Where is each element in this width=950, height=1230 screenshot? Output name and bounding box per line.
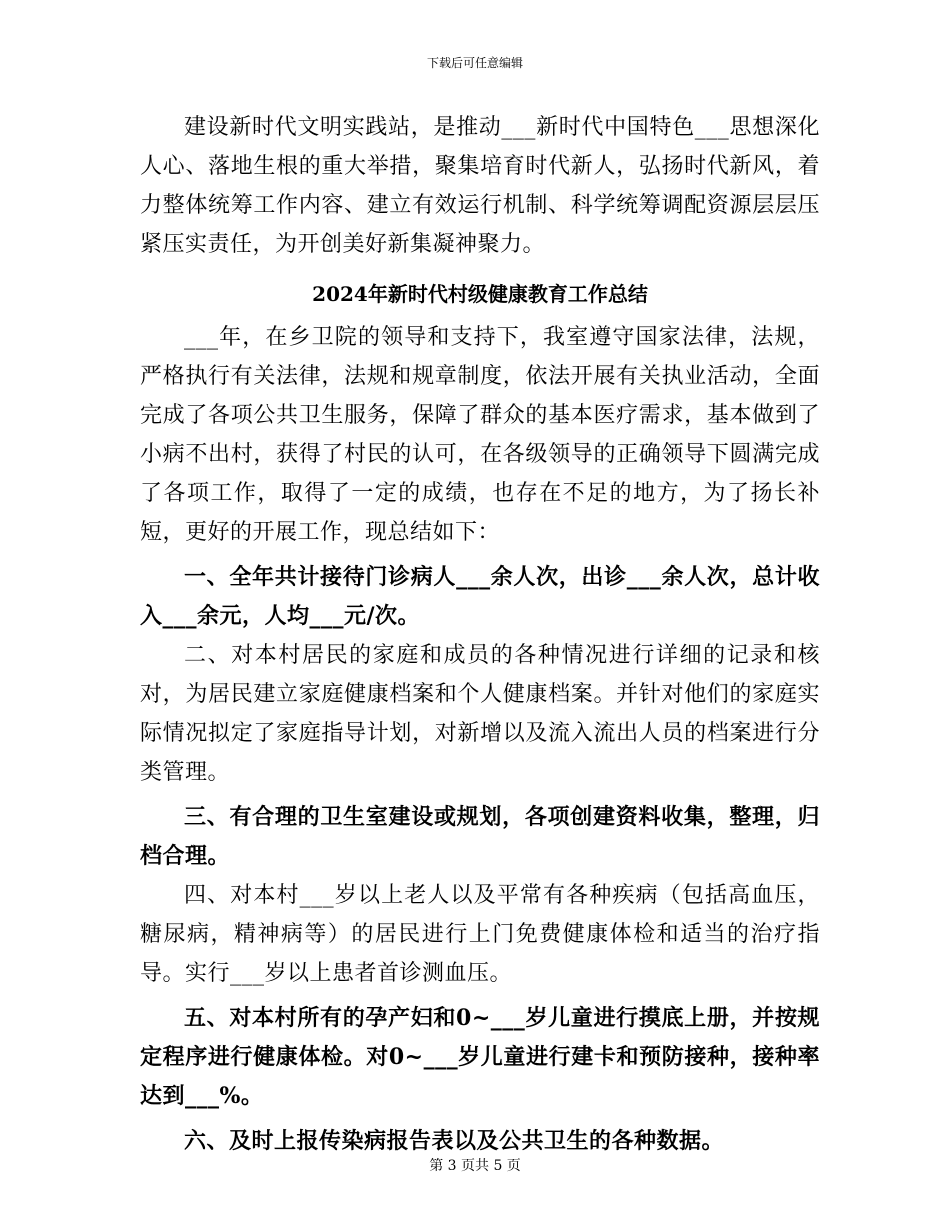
page-header: 下载后可任意编辑 (426, 56, 523, 70)
paragraph-item-1: 一、全年共计接待门诊病人___余人次，出诊___余人次，总计收入___余元，人均___元/次。 (140, 564, 820, 629)
page-footer: 第 3 页共 5 页 (429, 1158, 521, 1174)
paragraph-item-5: 五、对本村所有的孕产妇和0~___岁儿童进行摸底上册，并按规定程序进行健康体检。对0~___岁儿童进行建卡和预防接种，接种率达到___%。 (140, 1005, 820, 1109)
paragraph-item-3: 三、有合理的卫生室建设或规划，各项创建资料收集，整理，归档合理。 (140, 804, 820, 869)
paragraph-intro-summary: ___年，在乡卫院的领导和支持下，我室遵守国家法律，法规，严格执行有关法律，法规和规章制度，依法开展有关执业活动，全面完成了各项公共卫生服务，保障了群众的基本医疗需求，基本做到了小病不出村，获得了村民的认可，在各级领导的正确领导下圆满完成了各项工作，取得了一定的成绩，也存在不足的地方，为了扬长补短，更好的开展工作，现总结如下： (140, 325, 820, 545)
paragraph-item-4: 四、对本村___岁以上老人以及平常有各种疾病（包括高血压，糖尿病，精神病等）的居民进行上门免费健康体检和适当的治疗指导。实行___岁以上患者首诊测血压。 (140, 883, 820, 986)
document-title: 2024年新时代村级健康教育工作总结 (312, 282, 648, 306)
document-body (140, 108, 820, 1161)
paragraph-item-6: 六、及时上报传染病报告表以及公共卫生的各种数据。 (184, 1128, 725, 1154)
paragraph-item-2: 二、对本村居民的家庭和成员的各种情况进行详细的记录和核对，为居民建立家庭健康档案和个人健康档案。并针对他们的家庭实际情况拟定了家庭指导计划，对新增以及流入流出人员的档案进行分类管理。 (140, 643, 820, 785)
intro-paragraph: 建设新时代文明实践站，是推动___新时代中国特色___思想深化人心、落地生根的重大举措，聚集培育时代新人，弘扬时代新风，着力整体统筹工作内容、建立有效运行机制、科学统筹调配资源层层压紧压实责任，为开创美好新集凝神聚力。 (140, 115, 820, 257)
